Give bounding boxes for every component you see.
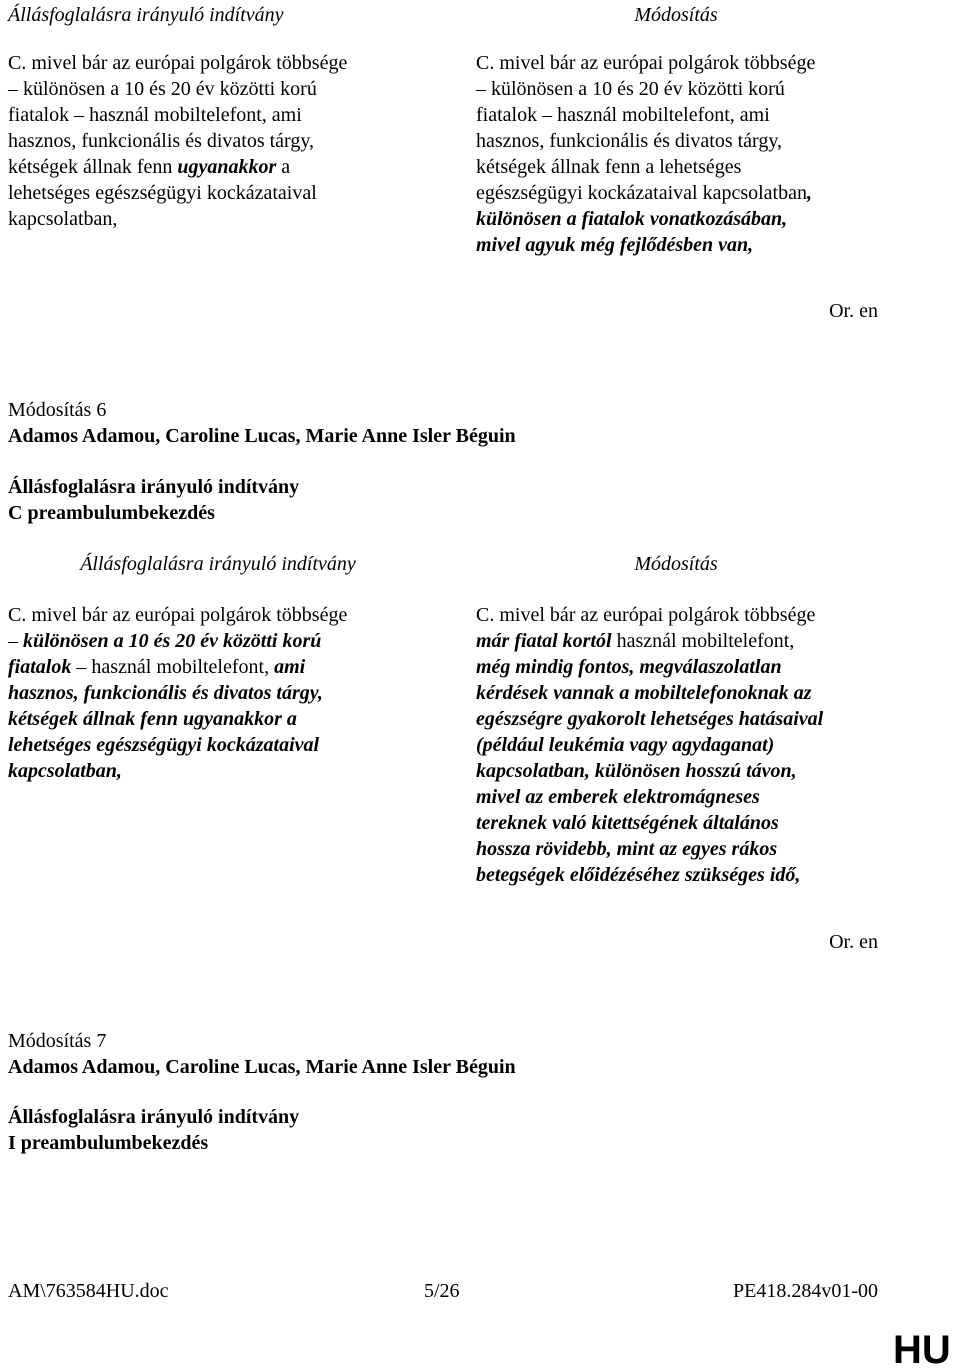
text-line [8, 706, 428, 732]
emphasized-text: ami [274, 656, 306, 678]
text-line [476, 102, 896, 128]
amendment-authors: Adamos Adamou, Caroline Lucas, Marie Anne Isler Béguin [8, 425, 516, 447]
plain-text: – különösen a 10 és 20 év közötti korú [8, 78, 317, 100]
emphasized-text: kérdések vannak a mobiltelefonoknak az [476, 682, 812, 704]
emphasized-text: különösen a fiatalok vonatkozásában, [476, 208, 788, 230]
plain-text: a [276, 156, 291, 178]
text-line [8, 732, 428, 758]
original-text [8, 602, 428, 784]
text-line [476, 680, 916, 706]
text-line [476, 50, 896, 76]
section-reference: I preambulumbekezdés [8, 1132, 209, 1154]
text-line [8, 654, 428, 680]
text-line [8, 680, 428, 706]
text-line [476, 706, 916, 732]
text-line [476, 206, 896, 232]
amended-text [476, 50, 896, 258]
emphasized-text: lehetséges egészségügyi kockázataival [8, 734, 320, 756]
text-line [8, 180, 428, 206]
plain-text: egészségügyi kockázataival kapcsolatban [476, 182, 807, 204]
footer-page-number: 5/26 [424, 1280, 460, 1302]
text-line [8, 758, 428, 784]
original-text [8, 50, 428, 232]
emphasized-text: még mindig fontos, megválaszolatlan [476, 656, 782, 678]
emphasized-text: hasznos, funkcionális és divatos tárgy, [8, 682, 323, 704]
text-line [476, 784, 916, 810]
emphasized-text: kapcsolatban, különösen hosszú távon, [476, 760, 797, 782]
plain-text: kétségek állnak fenn [8, 156, 178, 178]
plain-text: fiatalok – használ mobiltelefont, ami [476, 104, 770, 126]
plain-text: C. mivel bár az európai polgárok többsége [8, 52, 348, 74]
right-column-header: Módosítás [634, 553, 718, 575]
text-line [476, 732, 916, 758]
footer-document-reference: AM\763584HU.doc [8, 1280, 169, 1302]
footer-language-code: HU [893, 1328, 951, 1372]
text-line [8, 102, 428, 128]
emphasized-text: ugyanakkor [177, 156, 277, 178]
left-column-header: Állásfoglalásra irányuló indítvány [80, 553, 356, 575]
text-line [8, 602, 428, 628]
emphasized-text: kétségek állnak fenn ugyanakkor a [8, 708, 297, 730]
plain-text: C. mivel bár az európai polgárok többsége [8, 604, 348, 626]
emphasized-text: fiatalok [8, 656, 72, 678]
text-line [476, 180, 896, 206]
text-line [8, 128, 428, 154]
plain-text: C. mivel bár az európai polgárok többsége [476, 604, 816, 626]
emphasized-text: mivel az emberek elektromágneses [476, 786, 760, 808]
document-type: Állásfoglalásra irányuló indítvány [8, 1106, 300, 1128]
text-line [476, 602, 916, 628]
text-line [476, 862, 916, 888]
original-language: Or. en [829, 300, 878, 322]
text-line [8, 154, 428, 180]
plain-text: – [8, 630, 23, 652]
emphasized-text: már fiatal kortól [476, 630, 612, 652]
emphasized-text: betegségek előidézéséhez szükséges idő, [476, 864, 801, 886]
emphasized-text: hossza rövidebb, mint az egyes rákos [476, 838, 778, 860]
plain-text: fiatalok – használ mobiltelefont, ami [8, 104, 302, 126]
emphasized-text: kapcsolatban, [8, 760, 122, 782]
emphasized-text: egészségre gyakorolt lehetséges hatásaival [476, 708, 824, 730]
text-line [8, 206, 428, 232]
emphasized-text: különösen a 10 és 20 év közötti korú [23, 630, 322, 652]
right-column-header: Módosítás [634, 4, 718, 26]
document-type: Állásfoglalásra irányuló indítvány [8, 476, 300, 498]
emphasized-text: , [806, 182, 812, 204]
text-line [8, 50, 428, 76]
amended-text [476, 602, 916, 888]
original-language: Or. en [829, 931, 878, 953]
plain-text: használ mobiltelefont, [611, 630, 795, 652]
text-line [476, 654, 916, 680]
text-line [8, 628, 428, 654]
text-line [476, 232, 896, 258]
amendment-authors: Adamos Adamou, Caroline Lucas, Marie Anne Isler Béguin [8, 1056, 516, 1078]
text-line [476, 76, 896, 102]
plain-text: hasznos, funkcionális és divatos tárgy, [476, 130, 783, 152]
emphasized-text: mivel agyuk még fejlődésben van, [476, 234, 754, 256]
text-line [476, 836, 916, 862]
amendment-title: Módosítás 6 [8, 399, 107, 421]
text-line [476, 758, 916, 784]
plain-text: kapcsolatban, [8, 208, 118, 230]
text-line [476, 810, 916, 836]
text-line [8, 76, 428, 102]
plain-text: lehetséges egészségügyi kockázataival [8, 182, 317, 204]
emphasized-text: (például leukémia vagy agydaganat) [476, 734, 775, 756]
text-line [476, 154, 896, 180]
plain-text: kétségek állnak fenn a lehetséges [476, 156, 742, 178]
text-line [476, 128, 896, 154]
plain-text: C. mivel bár az európai polgárok többsége [476, 52, 816, 74]
plain-text: – különösen a 10 és 20 év közötti korú [476, 78, 785, 100]
plain-text: hasznos, funkcionális és divatos tárgy, [8, 130, 315, 152]
footer-pe-reference: PE418.284v01-00 [733, 1280, 878, 1302]
emphasized-text: tereknek való kitettségének általános [476, 812, 779, 834]
section-reference: C preambulumbekezdés [8, 502, 215, 524]
plain-text: – használ mobiltelefont, [71, 656, 275, 678]
text-line [476, 628, 916, 654]
left-column-header: Állásfoglalásra irányuló indítvány [8, 4, 284, 26]
amendment-title: Módosítás 7 [8, 1030, 107, 1052]
